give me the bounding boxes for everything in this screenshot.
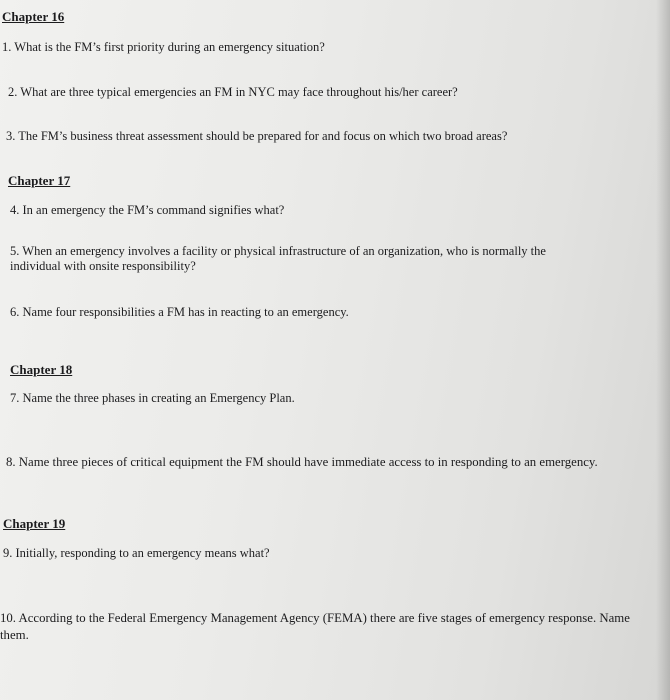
question-10: 10. According to the Federal Emergency Management Agency (FEMA) there are five stages of emergency response. Name them. bbox=[0, 611, 630, 642]
chapter-heading: Chapter 18 bbox=[10, 362, 73, 377]
question-5: 5. When an emergency involves a facility or physical infrastructure of an organization, who is normally the individual with onsite responsibility? bbox=[10, 244, 546, 273]
question-9: 9. Initially, responding to an emergency means what? bbox=[3, 546, 270, 560]
chapter-heading: Chapter 16 bbox=[2, 9, 65, 24]
question-3: 3. The FM’s business threat assessment should be prepared for and focus on which two broad areas? bbox=[6, 129, 508, 143]
question-1: 1. What is the FM’s first priority during an emergency situation? bbox=[2, 40, 325, 54]
page-edge-shadow bbox=[656, 0, 670, 700]
question-8: 8. Name three pieces of critical equipment the FM should have immediate access to in responding to an emergency. bbox=[6, 455, 598, 469]
chapter-heading: Chapter 17 bbox=[8, 173, 71, 188]
chapter-heading: Chapter 19 bbox=[3, 516, 66, 531]
question-4: 4. In an emergency the FM’s command signifies what? bbox=[10, 203, 285, 217]
question-7: 7. Name the three phases in creating an Emergency Plan. bbox=[10, 391, 295, 405]
question-2: 2. What are three typical emergencies an FM in NYC may face throughout his/her career? bbox=[8, 85, 458, 99]
question-6: 6. Name four responsibilities a FM has in reacting to an emergency. bbox=[10, 305, 349, 319]
